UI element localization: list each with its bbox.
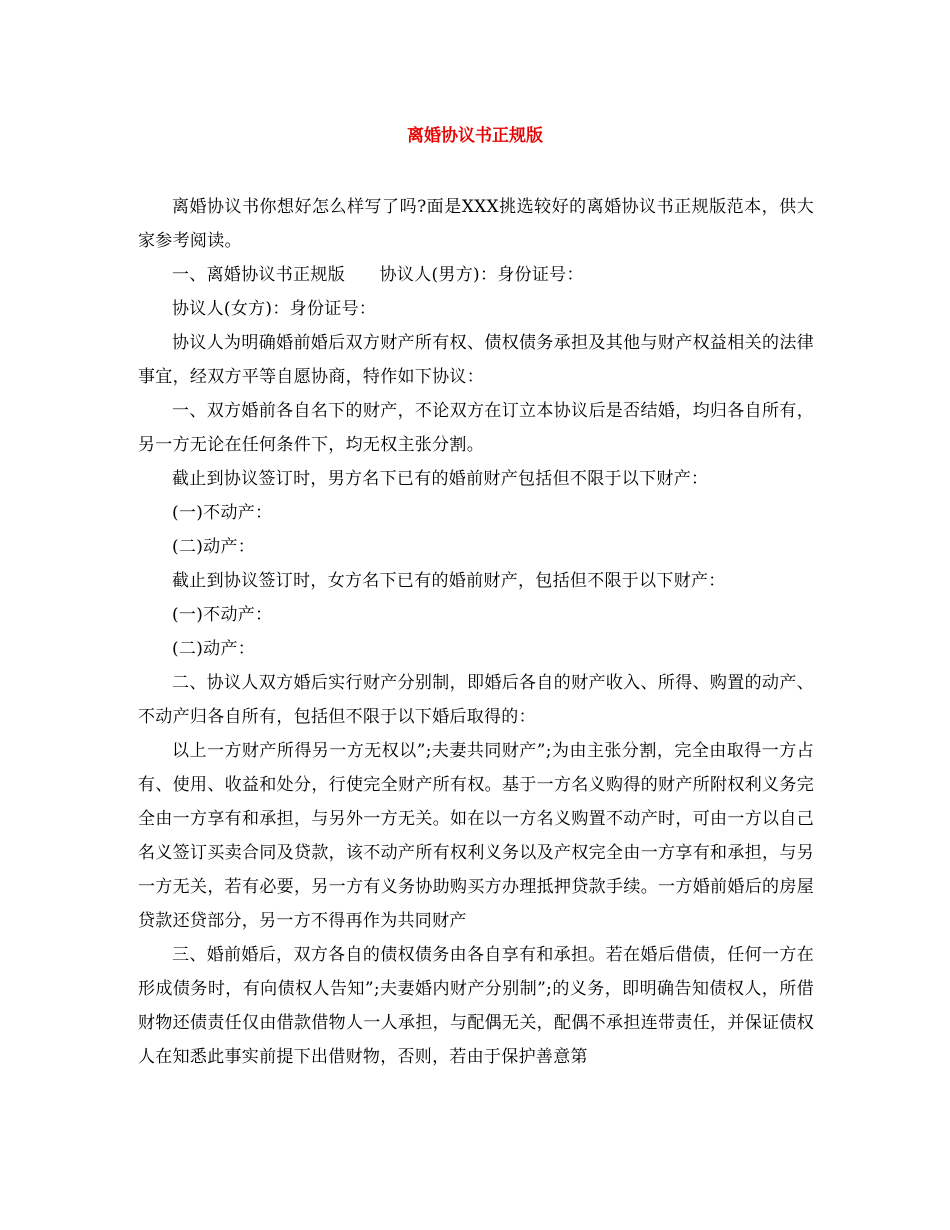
paragraph-property-details: 以上一方财产所得另一方无权以”;夫妻共同财产”;为由主张分割，完全由取得一方占有、使用、收益和处分，行使完全财产所有权。基于一方名义购得的财产所附权利义务完全由一方享有和承担，与另外一方无关。如在以一方名义购置不动产时，可由一方以自己名义签订买卖合同及贷款，该不动产所有权利义务以及产权完全由一方享有和承担，与另一方无关，若有必要，另一方有义务协助购买方办理抵押贷款手续。一方婚前婚后的房屋贷款还贷部分，另一方不得再作为共同财产 <box>138 741 814 931</box>
paragraph-party-female: 协议人(女方)：身份证号： <box>172 299 377 319</box>
document-body <box>138 190 814 1074</box>
paragraph-purpose: 协议人为明确婚前婚后双方财产所有权、债权债务承担及其他与财产权益相关的法律事宜，经双方平等自愿协商，特作如下协议： <box>138 333 814 387</box>
paragraph-female-premarital: 截止到协议签订时，女方名下已有的婚前财产，包括但不限于以下财产： <box>172 571 726 591</box>
paragraph-male-movable: (二)动产： <box>172 537 256 557</box>
paragraph-male-premarital: 截止到协议签订时，男方名下已有的婚前财产包括但不限于以下财产： <box>172 469 709 489</box>
paragraph-section-heading: 一、离婚协议书正规版 协议人(男方)：身份证号： <box>172 265 584 285</box>
paragraph-female-real-estate: (一)不动产： <box>172 605 273 625</box>
paragraph-intro: 离婚协议书你想好怎么样写了吗?面是XXX挑选较好的离婚协议书正规版范本，供大家参考阅读。 <box>138 197 814 251</box>
paragraph-clause-2: 二、协议人双方婚后实行财产分别制，即婚后各自的财产收入、所得、购置的动产、不动产归各自所有，包括但不限于以下婚后取得的： <box>138 673 814 727</box>
paragraph-clause-1: 一、双方婚前各自名下的财产，不论双方在订立本协议后是否结婚，均归各自所有，另一方无论在任何条件下，均无权主张分割。 <box>138 401 814 455</box>
paragraph-male-real-estate: (一)不动产： <box>172 503 273 523</box>
paragraph-clause-3: 三、婚前婚后，双方各自的债权债务由各自享有和承担。若在婚后借债，任何一方在形成债务时，有向债权人告知”;夫妻婚内财产分别制”;的义务，即明确告知债权人，所借财物还债责任仅由借款借物人一人承担，与配偶无关，配偶不承担连带责任，并保证债权人在知悉此事实前提下出借财物，否则，若由于保护善意第 <box>138 945 814 1067</box>
paragraph-female-movable: (二)动产： <box>172 639 256 659</box>
document-title: 离婚协议书正规版 <box>407 126 543 146</box>
